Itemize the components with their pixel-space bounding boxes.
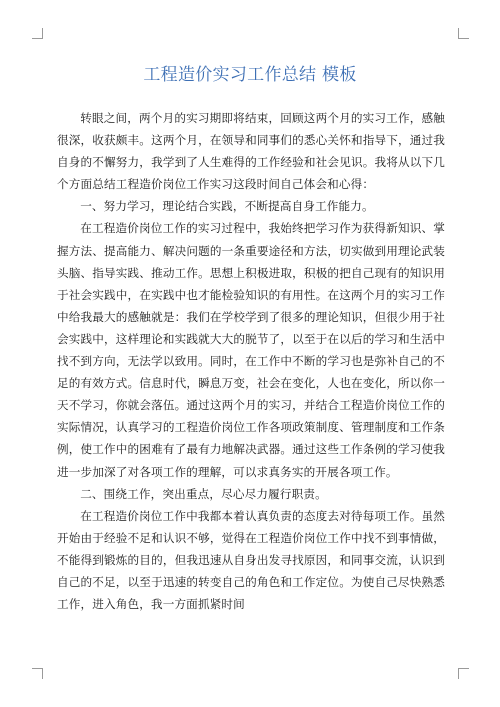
paragraph-intro: 转眼之间，两个月的实习期即将结束，回顾这两个月的实习工作，感触很深，收获颇丰。这两个月，在领导和同事们的悉心关怀和指导下，通过我自身的不懈努力，我学到了人生难得的工作经验和社会见识。我将从以下几个方面总结工程造价岗位工作实习这段时间自己体会和心得： — [57, 111, 445, 192]
document-body — [57, 107, 445, 615]
section-heading-2: 二、围绕工作，突出重点，尽心尽力履行职责。 — [80, 486, 327, 501]
crop-mark-bottom-left — [32, 668, 43, 679]
document-title: 工程造价实习工作总结 模板 — [143, 65, 357, 85]
crop-mark-top-left — [32, 28, 43, 39]
crop-mark-top-right — [458, 28, 469, 39]
paragraph-section-2: 在工程造价岗位工作中我都本着认真负责的态度去对待每项工作。虽然开始由于经验不足和认识不够，觉得在工程造价岗位工作中找不到事情做，不能得到锻炼的目的，但我迅速从自身出发寻找原因，和同事交流，认识到自己的不足，以至于迅速的转变自己的角色和工作定位。为使自己尽快熟悉工作，进入角色，我一方面抓紧时间 — [57, 508, 445, 612]
section-heading-1: 一、努力学习，理论结合实践，不断提高自身工作能力。 — [80, 199, 374, 214]
paragraph-section-1: 在工程造价岗位工作的实习过程中，我始终把学习作为获得新知识、掌握方法、提高能力、解决问题的一条重要途径和方法，切实做到用理论武装头脑、指导实践、推动工作。思想上积极进取，积极的把自己现有的知识用于社会实践中，在实践中也才能检验知识的有用性。在这两个月的实习工作中给我最大的感触就是：我们在学校学到了很多的理论知识，但很少用于社会实践中，这样理论和实践就大大的脱节了，以至于在以后的学习和生活中找不到方向，无法学以致用。同时，在工作中不断的学习也是弥补自己的不足的有效方式。信息时代，瞬息万变，社会在变化，人也在变化，所以你一天不学习，你就会落伍。通过这两个月的实习，并结合工程造价岗位工作的实际情况，认真学习的工程造价岗位工作各项政策制度、管理制度和工作条例，使工作中的困难有了最有力地解决武器。通过这些工作条例的学习使我进一步加深了对各项工作的理解，可以求真务实的开展各项工作。 — [57, 221, 445, 479]
crop-mark-bottom-right — [458, 668, 469, 679]
